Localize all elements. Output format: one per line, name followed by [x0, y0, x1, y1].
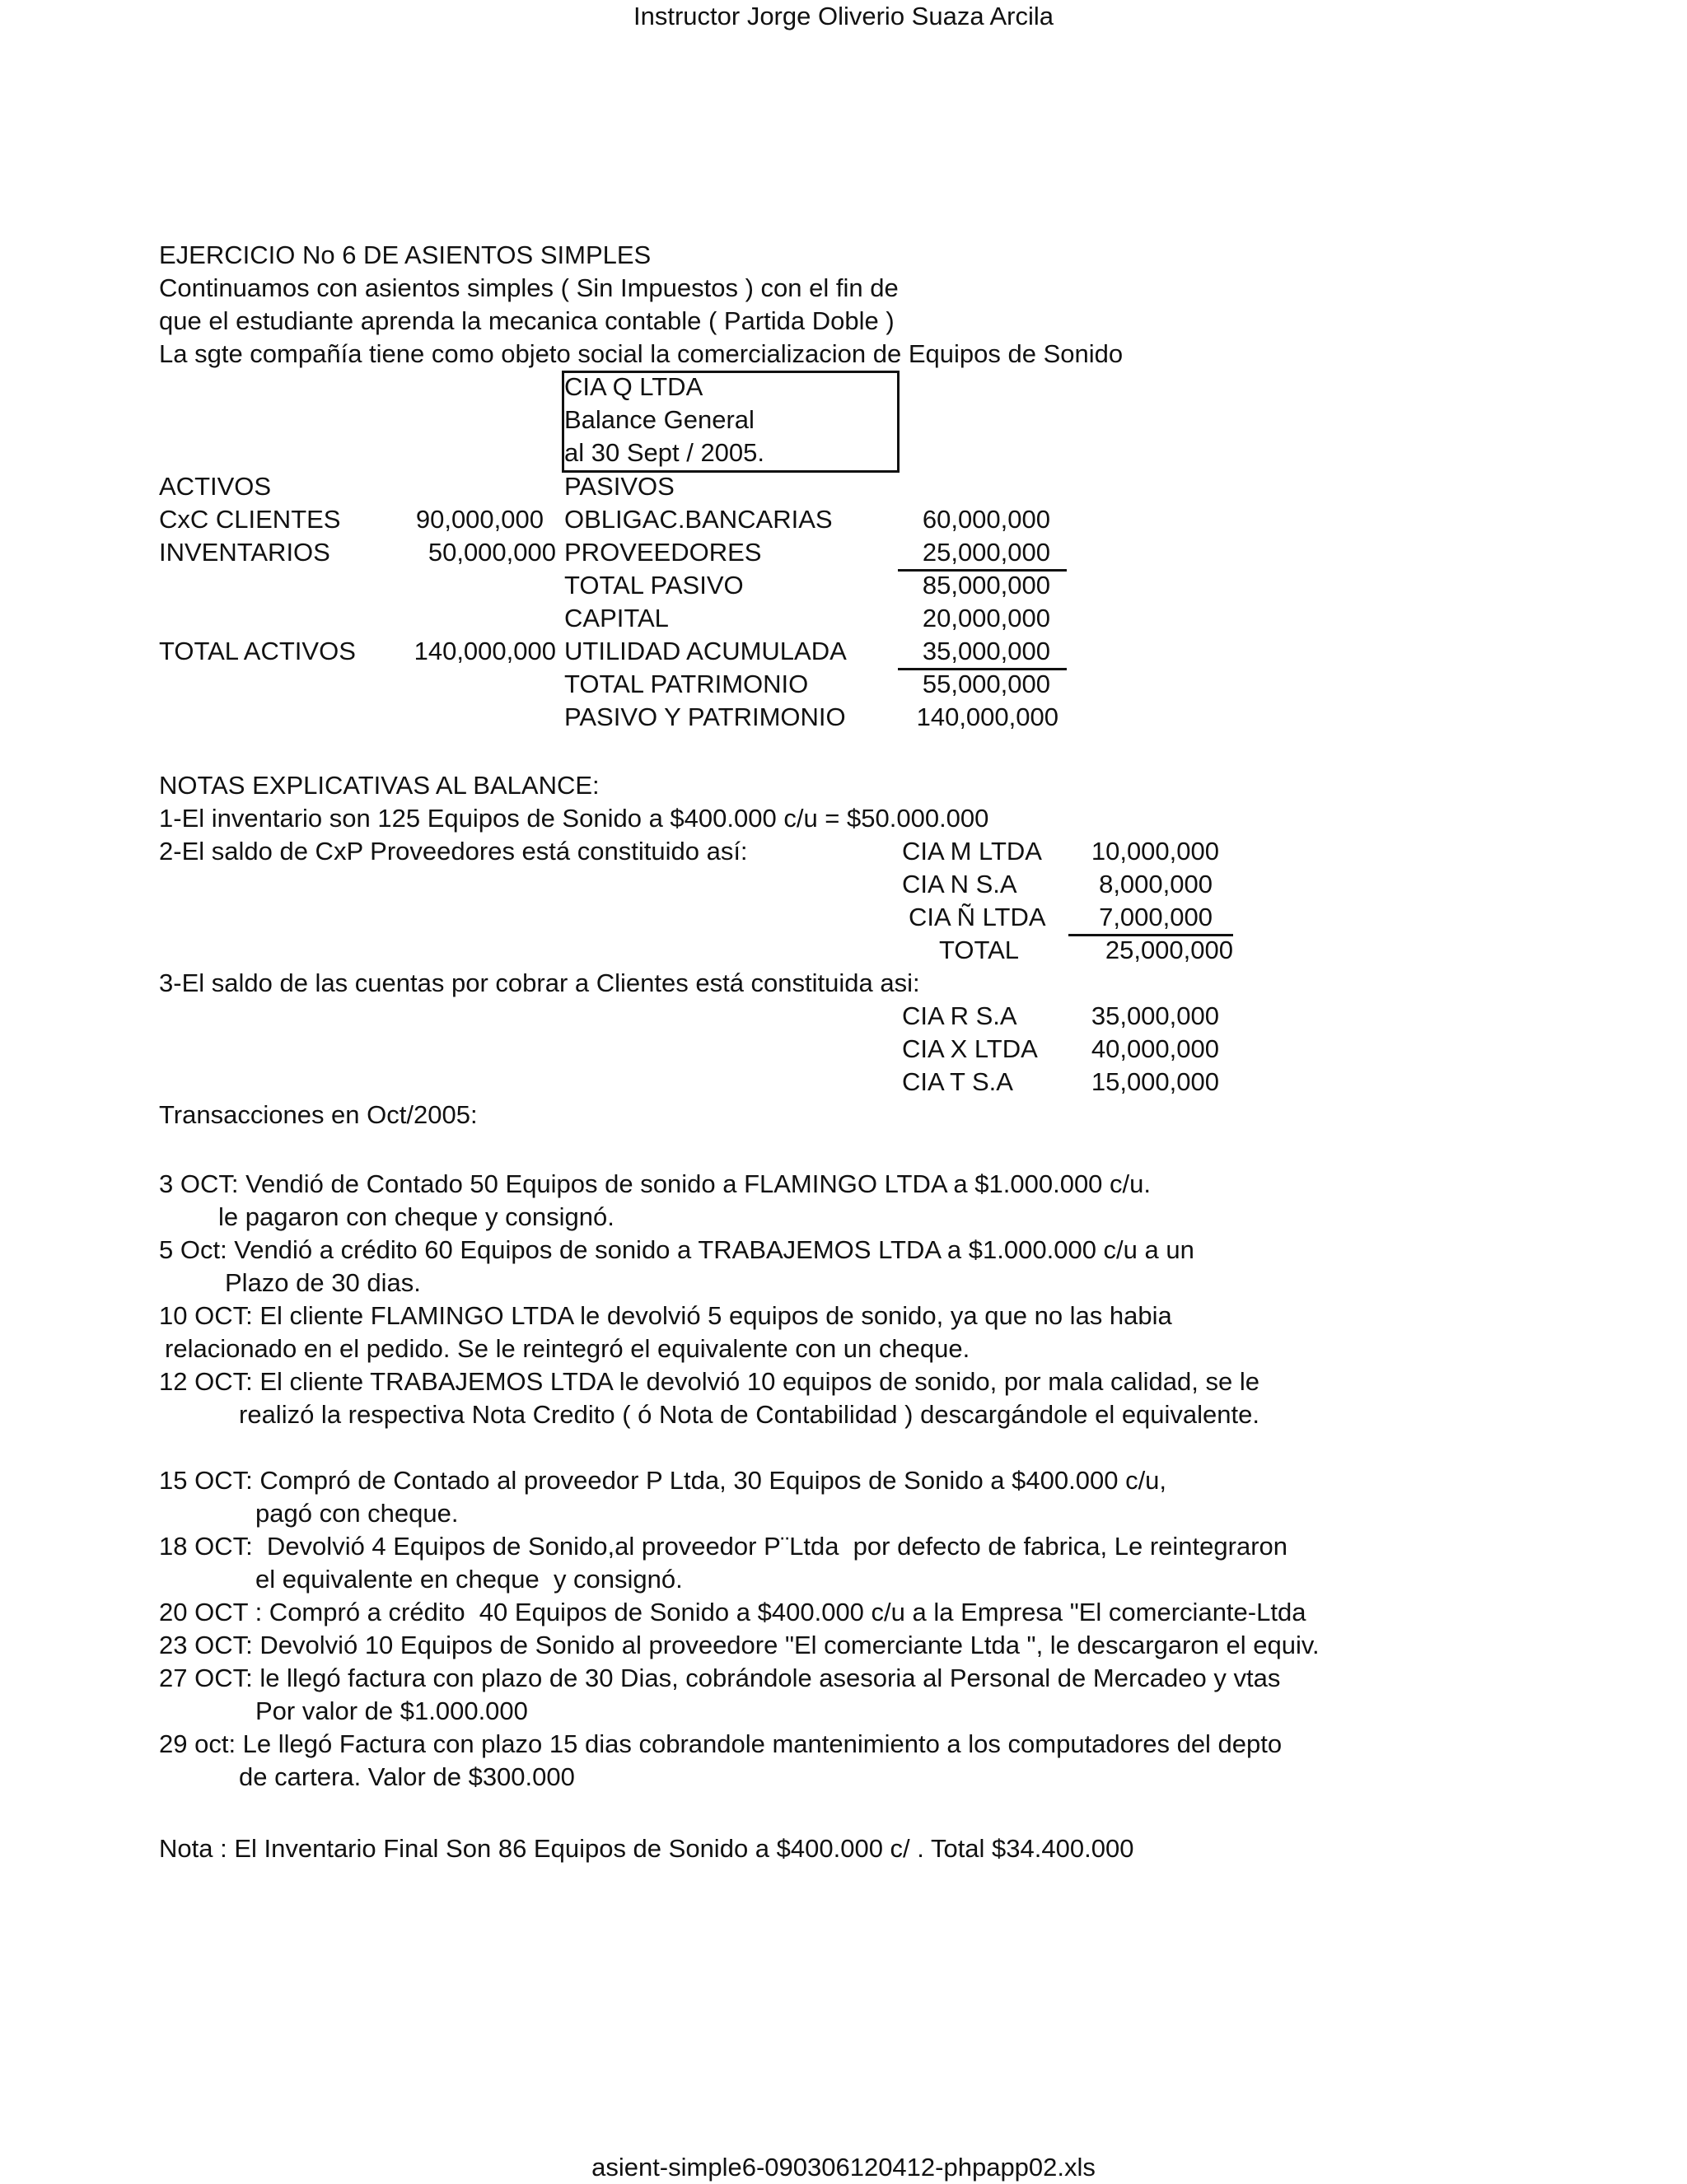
liability-name: CAPITAL [564, 604, 669, 632]
supplier-value: 10,000,000 [1091, 837, 1219, 866]
transaction-line: 10 OCT: El cliente FLAMINGO LTDA le devolvió 5 equipos de sonido, ya que no las habia [159, 1301, 1172, 1330]
suppliers-total-value: 25,000,000 [1105, 936, 1233, 964]
transaction-line: de cartera. Valor de $300.000 [239, 1762, 575, 1791]
transaction-line: relacionado en el pedido. Se le reintegró el equivalente con un cheque. [165, 1334, 970, 1363]
exercise-title: EJERCICIO No 6 DE ASIENTOS SIMPLES [159, 240, 652, 269]
liability-value: 20,000,000 [922, 604, 1050, 632]
activos-label: ACTIVOS [159, 472, 272, 501]
supplier-name: CIA N S.A [902, 870, 1017, 898]
supplier-name: CIA Ñ LTDA [909, 903, 1046, 931]
total-activos-label: TOTAL ACTIVOS [159, 637, 356, 665]
intro-line-2: que el estudiante aprenda la mecanica contable ( Partida Doble ) [159, 306, 895, 335]
asset-name: INVENTARIOS [159, 538, 330, 567]
notes-title: NOTAS EXPLICATIVAS AL BALANCE: [159, 771, 600, 800]
transaction-line: Por valor de $1.000.000 [255, 1696, 528, 1725]
transaction-line: 5 Oct: Vendió a crédito 60 Equipos de sonido a TRABAJEMOS LTDA a $1.000.000 c/u a un [159, 1235, 1194, 1264]
transaction-line: 23 OCT: Devolvió 10 Equipos de Sonido al proveedore "El comerciante Ltda ", le descargaron el equiv. [159, 1631, 1320, 1659]
suppliers-total-label: TOTAL [939, 936, 1020, 964]
transaction-line: realizó la respectiva Nota Credito ( ó Nota de Contabilidad ) descargándole el equivalente. [239, 1400, 1260, 1429]
intro-line-1: Continuamos con asientos simples ( Sin Impuestos ) con el fin de [159, 273, 899, 302]
supplier-name: CIA M LTDA [902, 837, 1042, 866]
transaction-line: pagó con cheque. [255, 1499, 459, 1528]
supplier-value: 8,000,000 [1099, 870, 1213, 898]
liability-value: 35,000,000 [922, 637, 1050, 665]
note-1: 1-El inventario son 125 Equipos de Sonido a $400.000 c/u = $50.000.000 [159, 804, 989, 833]
liability-name: PROVEEDORES [564, 538, 762, 567]
liability-value: 25,000,000 [922, 538, 1050, 567]
transaction-line: 15 OCT: Compró de Contado al proveedor P Ltda, 30 Equipos de Sonido a $400.000 c/u, [159, 1466, 1167, 1495]
liability-name: TOTAL PATRIMONIO [564, 670, 809, 698]
client-value: 15,000,000 [1091, 1067, 1219, 1096]
liability-value: 85,000,000 [922, 571, 1050, 600]
transaction-line: 29 oct: Le llegó Factura con plazo 15 dias cobrandole mantenimiento a los computadores del depto [159, 1729, 1283, 1758]
liability-name: UTILIDAD ACUMULADA [564, 637, 847, 665]
statement-name: Balance General [564, 405, 755, 434]
total-activos-value: 140,000,000 [414, 637, 556, 665]
asset-value: 90,000,000 [415, 505, 544, 534]
transaction-line: 18 OCT: Devolvió 4 Equipos de Sonido,al proveedor P¨Ltda por defecto de fabrica, Le reintegraron [159, 1532, 1287, 1561]
transaction-line: 27 OCT: le llegó factura con plazo de 30 Dias, cobrándole asesoria al Personal de Mercadeo y vtas [159, 1664, 1281, 1692]
transaction-line: el equivalente en cheque y consignó. [255, 1565, 683, 1594]
transaction-line: 20 OCT : Compró a crédito 40 Equipos de Sonido a $400.000 c/u a la Empresa "El comerciante-Ltda [159, 1598, 1306, 1626]
transaction-line: 3 OCT: Vendió de Contado 50 Equipos de sonido a FLAMINGO LTDA a $1.000.000 c/u. [159, 1169, 1152, 1198]
company-name: CIA Q LTDA [564, 372, 703, 401]
statement-date: al 30 Sept / 2005. [564, 438, 765, 467]
supplier-value: 7,000,000 [1099, 903, 1213, 931]
transactions-title: Transacciones en Oct/2005: [159, 1100, 478, 1129]
transaction-line: 12 OCT: El cliente TRABAJEMOS LTDA le devolvió 10 equipos de sonido, por mala calidad, se le [159, 1367, 1259, 1396]
liability-value: 140,000,000 [916, 702, 1058, 731]
client-name: CIA T S.A [902, 1067, 1013, 1096]
liability-name: PASIVO Y PATRIMONIO [564, 702, 846, 731]
instructor-header: Instructor Jorge Oliverio Suaza Arcila [633, 2, 1054, 30]
note-3: 3-El saldo de las cuentas por cobrar a Clientes está constituida asi: [159, 968, 920, 997]
liability-name: OBLIGAC.BANCARIAS [564, 505, 833, 534]
note-2: 2-El saldo de CxP Proveedores está constituido así: [159, 837, 748, 866]
transaction-line: le pagaron con cheque y consignó. [218, 1202, 615, 1231]
final-note: Nota : El Inventario Final Son 86 Equipos de Sonido a $400.000 c/ . Total $34.400.000 [159, 1834, 1134, 1863]
liability-value: 60,000,000 [922, 505, 1050, 534]
asset-value: 50,000,000 [428, 538, 556, 567]
client-value: 35,000,000 [1091, 1001, 1219, 1030]
intro-line-3: La sgte compañía tiene como objeto social la comercializacion de Equipos de Sonido [159, 339, 1124, 368]
client-name: CIA R S.A [902, 1001, 1017, 1030]
pasivos-label: PASIVOS [564, 472, 675, 501]
liability-name: TOTAL PASIVO [564, 571, 744, 600]
transaction-line: Plazo de 30 dias. [225, 1268, 421, 1297]
liability-value: 55,000,000 [922, 670, 1050, 698]
asset-name: CxC CLIENTES [159, 505, 341, 534]
client-value: 40,000,000 [1091, 1034, 1219, 1063]
footer-filename: asient-simple6-090306120412-phpapp02.xls [591, 2153, 1096, 2182]
client-name: CIA X LTDA [902, 1034, 1038, 1063]
